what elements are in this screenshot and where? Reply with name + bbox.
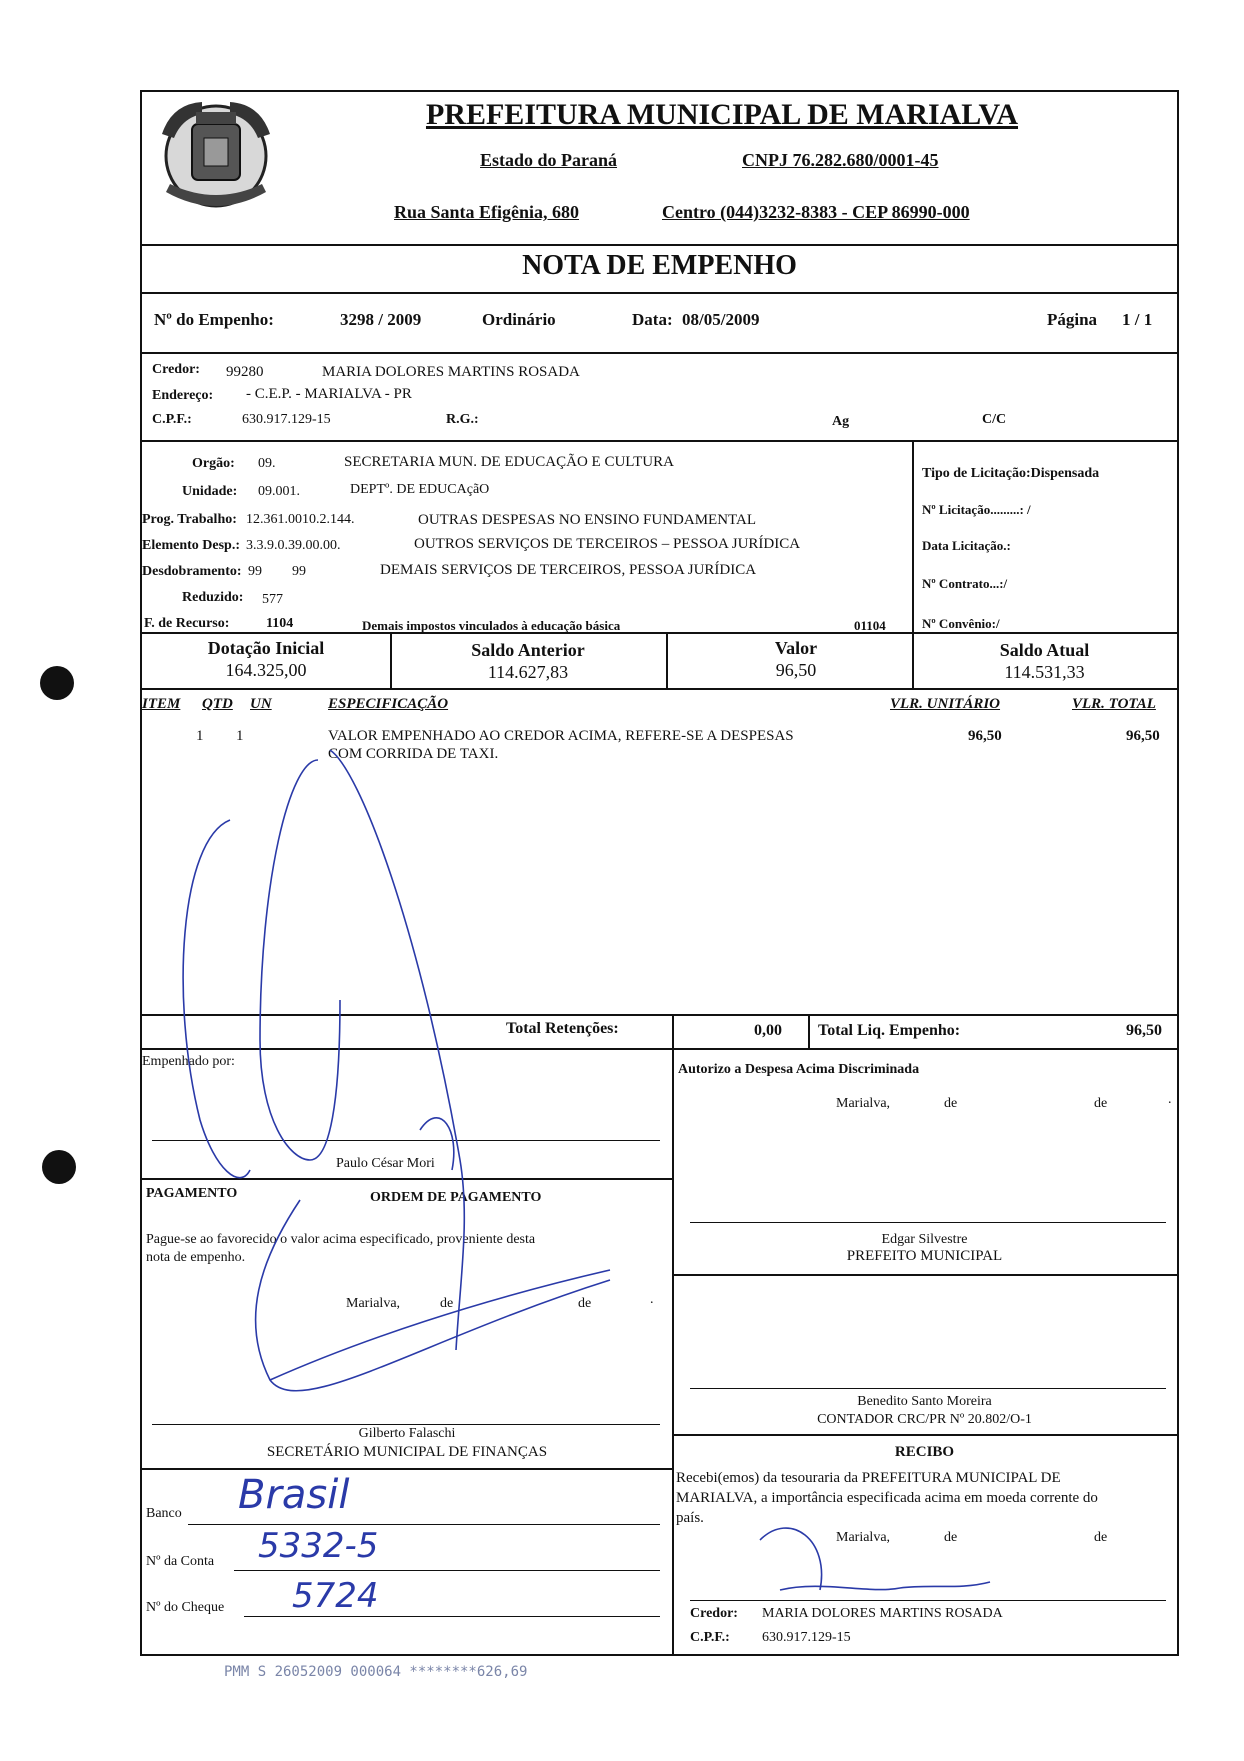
elemento-name: OUTROS SERVIÇOS DE TERCEIROS – PESSOA JURÍDICA (414, 536, 801, 552)
empenho-date: 08/05/2009 (682, 310, 760, 329)
date-label: Data: (632, 310, 673, 329)
saldo-anterior-label: Saldo Anterior (471, 640, 585, 660)
item-spec-line2: COM CORRIDA DE TAXI. (328, 746, 499, 762)
autorizo-city: Marialva, (836, 1096, 891, 1111)
payment-de2: de (578, 1296, 592, 1311)
nota-de-empenho-form (140, 90, 1179, 1656)
recibo-de2: de (1094, 1530, 1108, 1545)
saldo-anterior-value: 114.627,83 (487, 662, 569, 682)
address-rest: Centro (044)3232-8383 - CEP 86990-000 (662, 202, 970, 222)
document-title: NOTA DE EMPENHO (522, 250, 797, 281)
recibo-title: RECIBO (894, 1444, 955, 1460)
cc-label: C/C (982, 412, 1007, 427)
total-retencoes-label: Total Retenções: (506, 1020, 619, 1037)
contador-title: CONTADOR CRC/PR Nº 20.802/O-1 (817, 1412, 1032, 1427)
col-un: UN (250, 696, 272, 712)
empenhado-por-name: Paulo César Mori (336, 1156, 435, 1171)
desdobramento-code2: 99 (292, 564, 306, 579)
machine-stamp: PMM S 26052009 000064 ********626,69 (224, 1664, 528, 1680)
address-street: Rua Santa Efigênia, 680 (394, 202, 580, 222)
recibo-text-line3: país. (676, 1510, 704, 1526)
page-label: Página (1047, 310, 1098, 329)
address-label: Endereço: (152, 388, 214, 403)
credor-address: - C.E.P. - MARIALVA - PR (246, 386, 412, 402)
unidade-name: DEPTº. DE EDUCAçãO (350, 482, 490, 497)
valor-value: 96,50 (775, 660, 817, 680)
item-qtd: 1 (236, 728, 244, 744)
orgao-code: 09. (258, 456, 276, 471)
total-liquido-value: 96,50 (1126, 1022, 1162, 1039)
prog-label: Prog. Trabalho: (142, 512, 237, 527)
prefeito-title: PREFEITO MUNICIPAL (846, 1248, 1003, 1264)
saldo-atual-label: Saldo Atual (999, 640, 1090, 660)
numero-licitacao: Nº Licitação.........: / (922, 502, 1031, 517)
col-vlr-total: VLR. TOTAL (1072, 696, 1156, 712)
desdobramento-name: DEMAIS SERVIÇOS DE TERCEIROS, PESSOA JURÍDICA (380, 562, 757, 578)
desdobramento-code1: 99 (248, 564, 262, 579)
autorizo-text: Autorizo a Despesa Acima Discriminada (678, 1062, 920, 1077)
credor-code: 99280 (226, 364, 264, 380)
pague-se-line2: nota de empenho. (146, 1250, 246, 1265)
col-item: ITEM (142, 696, 181, 712)
ag-label: Ag (832, 414, 850, 429)
prefeito-name: Edgar Silvestre (881, 1232, 968, 1247)
fonte-name: Demais impostos vinculados à educação básica (362, 618, 621, 633)
recibo-text-line1: Recebi(emos) da tesouraria da PREFEITURA MUNICIPAL DE (676, 1470, 1061, 1486)
tipo-licitacao: Tipo de Licitação:Dispensada (922, 466, 1100, 481)
municipal-seal-icon (152, 94, 280, 222)
saldo-atual-value: 114.531,33 (1004, 662, 1085, 682)
recibo-credor-label: Credor: (690, 1606, 738, 1621)
reduzido-code: 577 (262, 592, 283, 607)
recibo-credor-name: MARIA DOLORES MARTINS ROSADA (762, 1606, 1003, 1621)
item-total-value: 96,50 (1126, 728, 1160, 744)
orgao-name: SECRETARIA MUN. DE EDUCAÇÃO E CULTURA (344, 454, 674, 470)
conta-label: Nº da Conta (146, 1554, 215, 1569)
banco-handwritten: Brasil (238, 1472, 350, 1518)
fonte-label: F. de Recurso: (144, 616, 230, 631)
item-unit-value: 96,50 (968, 728, 1002, 744)
autorizo-de2: de (1094, 1096, 1108, 1111)
recibo-text-line2: MARIALVA, a importância especificada acima em moeda corrente do (676, 1490, 1098, 1506)
cheque-label: Nº do Cheque (146, 1600, 225, 1615)
ordem-pagamento-label: ORDEM DE PAGAMENTO (370, 1190, 542, 1205)
cnpj: CNPJ 76.282.680/0001-45 (742, 150, 939, 170)
fonte-code2: 01104 (854, 618, 886, 633)
data-licitacao: Data Licitação.: (922, 538, 1011, 553)
col-qtd: QTD (202, 696, 233, 712)
empenho-type: Ordinário (482, 310, 556, 329)
dotacao-value: 164.325,00 (225, 660, 307, 680)
elemento-code: 3.3.9.0.39.00.00. (246, 538, 341, 553)
punch-hole-icon (40, 666, 74, 700)
rg-label: R.G.: (446, 412, 479, 427)
dotacao-label: Dotação Inicial (207, 638, 325, 658)
elemento-label: Elemento Desp.: (142, 538, 240, 553)
payment-dot: . (650, 1292, 654, 1307)
payment-de1: de (440, 1296, 454, 1311)
unidade-label: Unidade: (182, 484, 238, 499)
credor-label: Credor: (152, 362, 200, 377)
autorizo-de1: de (944, 1096, 958, 1111)
desdobramento-label: Desdobramento: (142, 564, 242, 579)
numero-convenio: Nº Convênio:/ (922, 616, 1000, 631)
credor-name: MARIA DOLORES MARTINS ROSADA (322, 364, 580, 380)
state-name: Estado do Paraná (480, 150, 618, 170)
payment-city: Marialva, (346, 1296, 401, 1311)
recibo-cpf-label: C.P.F.: (690, 1630, 730, 1645)
prog-name: OUTRAS DESPESAS NO ENSINO FUNDAMENTAL (418, 512, 756, 528)
col-especificacao: ESPECIFICAÇÃO (328, 696, 449, 712)
recibo-city: Marialva, (836, 1530, 891, 1545)
valor-label: Valor (774, 638, 818, 658)
empenho-label: Nº do Empenho: (154, 310, 274, 329)
credor-cpf: 630.917.129-15 (242, 412, 331, 427)
empenho-number: 3298 / 2009 (340, 310, 422, 329)
page-number: 1 / 1 (1122, 310, 1153, 329)
recibo-cpf: 630.917.129-15 (762, 1630, 851, 1645)
punch-hole-icon (42, 1150, 76, 1184)
unidade-code: 09.001. (258, 484, 300, 499)
fonte-code: 1104 (266, 616, 294, 631)
cpf-label: C.P.F.: (152, 412, 192, 427)
municipality-title: PREFEITURA MUNICIPAL DE MARIALVA (425, 98, 1019, 131)
orgao-label: Orgão: (192, 456, 235, 471)
empenhado-por-label: Empenhado por: (142, 1054, 235, 1069)
recibo-de1: de (944, 1530, 958, 1545)
secretario-title: SECRETÁRIO MUNICIPAL DE FINANÇAS (266, 1444, 548, 1460)
contador-name: Benedito Santo Moreira (857, 1394, 992, 1409)
cheque-handwritten: 5724 (292, 1576, 379, 1616)
pague-se-line1: Pague-se ao favorecido o valor acima especificado, proveniente desta (146, 1232, 536, 1247)
item-spec-line1: VALOR EMPENHADO AO CREDOR ACIMA, REFERE-SE A DESPESAS (328, 728, 794, 744)
pagamento-label: PAGAMENTO (146, 1186, 238, 1201)
prog-code: 12.361.0010.2.144. (246, 512, 355, 527)
conta-handwritten: 5332-5 (258, 1526, 379, 1566)
total-liquido-label: Total Liq. Empenho: (818, 1022, 961, 1039)
col-vlr-unitario: VLR. UNITÁRIO (890, 696, 1001, 712)
item-number: 1 (196, 728, 204, 744)
secretario-name: Gilberto Falaschi (358, 1426, 456, 1441)
total-retencoes-value: 0,00 (754, 1022, 782, 1039)
reduzido-label: Reduzido: (182, 590, 244, 605)
numero-contrato: Nº Contrato...:/ (922, 576, 1008, 591)
autorizo-dot: . (1168, 1092, 1172, 1107)
banco-label: Banco (146, 1506, 182, 1521)
